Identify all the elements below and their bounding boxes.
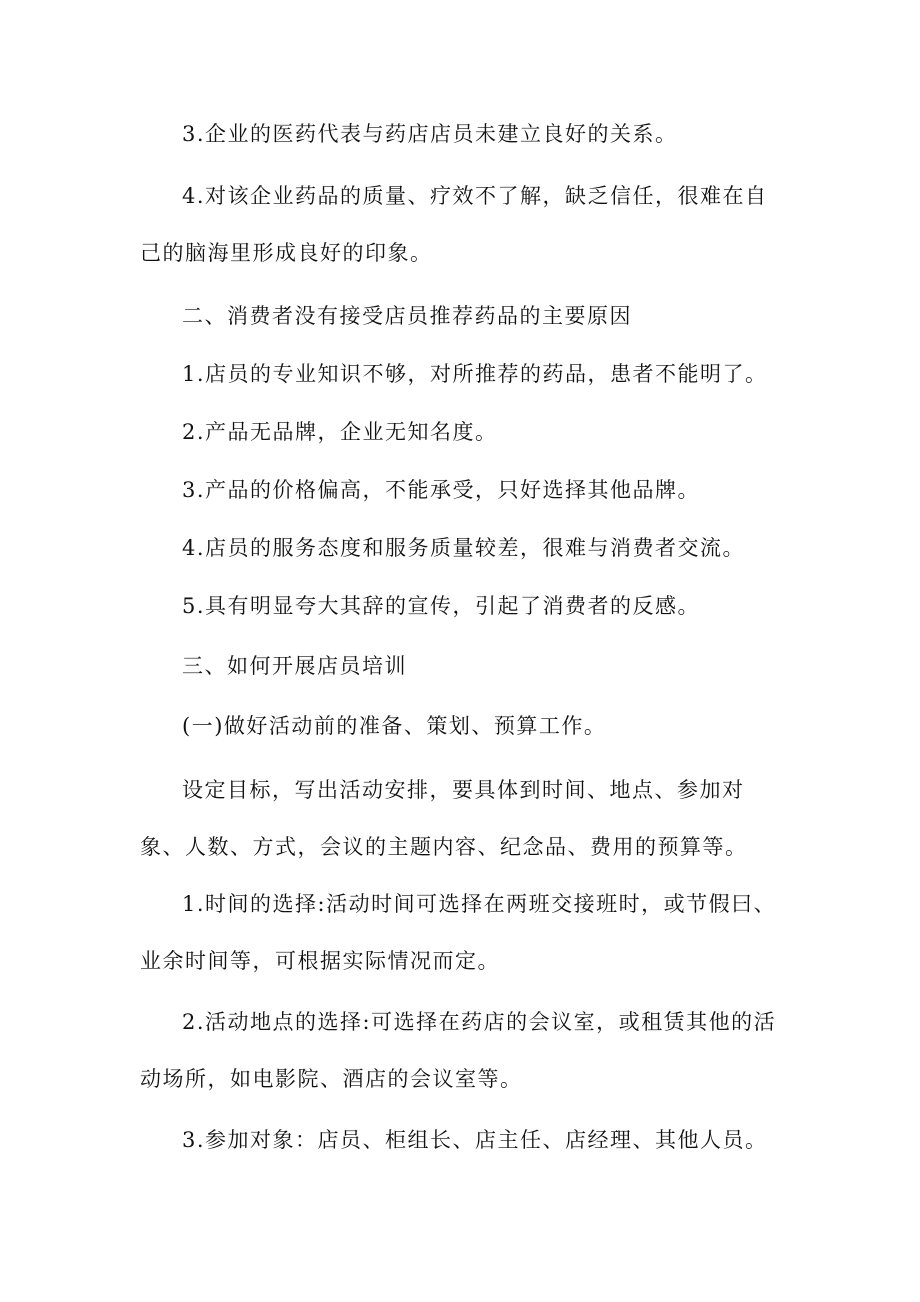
- paragraph: 2.产品无品牌，企业无知名度。: [182, 420, 498, 444]
- paragraph: 2.活动地点的选择:可选择在药店的会议室，或租赁其他的活动场所，如电影院、酒店的会议室等。: [140, 1010, 777, 1091]
- paragraph: 设定目标，写出活动安排，要具体到时间、地点、参加对象、人数、方式，会议的主题内容、纪念品、费用的预算等。: [140, 778, 748, 859]
- paragraph: 4.对该企业药品的质量、疗效不了解，缺乏信任，很难在自己的脑海里形成良好的印象。: [140, 184, 768, 265]
- paragraph: 1.时间的选择:活动时间可选择在两班交接班时，或节假曰、业余时间等，可根据实际情况而定。: [140, 892, 777, 973]
- paragraph: 5.具有明显夸大其辞的宣传，引起了消费者的反感。: [182, 594, 701, 618]
- paragraph: 4.店员的服务态度和服务质量较差，很难与消费者交流。: [182, 536, 746, 560]
- subsection-heading: (一)做好活动前的准备、策划、预算工作。: [182, 714, 607, 738]
- section-heading: 三、如何开展店员培训: [182, 654, 407, 678]
- paragraph: 1.店员的专业知识不够，对所推荐的药品，患者不能明了。: [182, 362, 768, 386]
- paragraph: 3.企业的医药代表与药店店员未建立良好的关系。: [182, 122, 678, 146]
- paragraph: 3.产品的价格偏高，不能承受，只好选择其他品牌。: [182, 478, 701, 502]
- section-heading: 二、消费者没有接受店员推荐药品的主要原因: [182, 304, 632, 328]
- paragraph: 3.参加对象：店员、柜组长、店主任、店经理、其他人员。: [182, 1128, 768, 1152]
